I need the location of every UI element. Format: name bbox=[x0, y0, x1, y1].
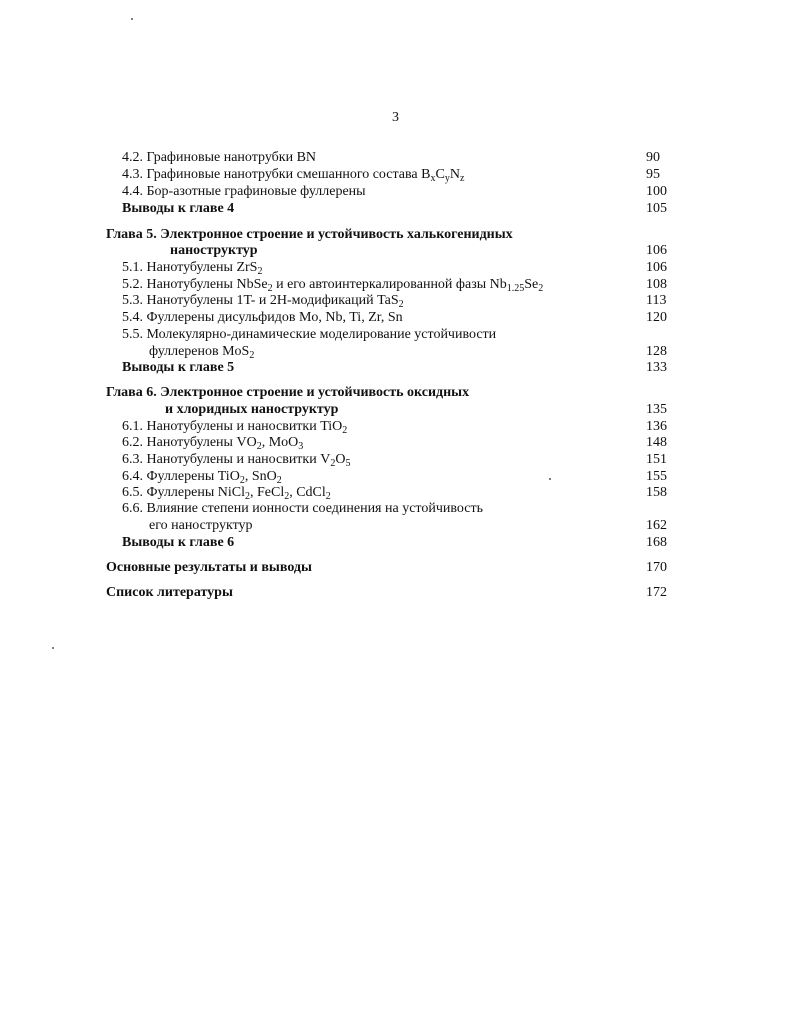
toc-entry-5-4[interactable] bbox=[0, 309, 791, 326]
toc-entry-page: 108 bbox=[646, 277, 667, 292]
toc-entry-conclusions-6[interactable] bbox=[0, 534, 791, 551]
toc-entry-page: 120 bbox=[646, 310, 667, 325]
toc-entry-4-4[interactable] bbox=[0, 183, 791, 200]
toc-entry-conclusions-5[interactable] bbox=[0, 359, 791, 376]
toc-entry-page: 106 bbox=[646, 260, 667, 275]
toc-entry-page: 100 bbox=[646, 184, 667, 199]
scan-speck bbox=[549, 478, 551, 480]
toc-entry-title: 4.3. Графиновые нанотрубки смешанного состава $B_xC_yN_z$ bbox=[122, 167, 465, 184]
toc-entry-page: 128 bbox=[646, 344, 667, 359]
toc-entry-title: 5.3. Нанотубулены 1T- и 2H-модификаций TaS$_2$ bbox=[122, 293, 404, 310]
toc-entry-title: 6.1. Нанотубулены и наносвитки TiO$_2$ bbox=[122, 419, 348, 436]
toc-entry-page: 106 bbox=[646, 243, 667, 258]
toc-entry-title: 5.1. Нанотубулены ZrS$_2$ bbox=[122, 260, 263, 277]
toc-chapter-6-title[interactable] bbox=[0, 384, 791, 401]
toc-entry-page: 136 bbox=[646, 419, 667, 434]
toc-entry-references[interactable] bbox=[0, 584, 791, 601]
toc-entry-title: Основные результаты и выводы bbox=[106, 560, 312, 575]
toc-entry-page: 135 bbox=[646, 402, 667, 417]
toc-chapter-5-title-cont[interactable] bbox=[0, 242, 791, 259]
toc-entry-5-1[interactable] bbox=[0, 259, 791, 276]
toc-entry-page: 172 bbox=[646, 585, 667, 600]
toc-entry-page: 158 bbox=[646, 485, 667, 500]
toc-entry-page: 95 bbox=[646, 167, 660, 182]
toc-entry-title: 4.4. Бор-азотные графиновые фуллерены bbox=[122, 184, 366, 199]
toc-entry-6-1[interactable] bbox=[0, 418, 791, 435]
scan-speck bbox=[52, 647, 54, 649]
toc-entry-title: Выводы к главе 6 bbox=[122, 535, 235, 550]
toc-entry-title: Выводы к главе 4 bbox=[122, 201, 235, 216]
toc-entry-title: Список литературы bbox=[106, 585, 233, 600]
toc-entry-title: 4.2. Графиновые нанотрубки BN bbox=[122, 150, 317, 165]
scan-speck bbox=[131, 18, 133, 20]
toc-entry-page: 90 bbox=[646, 150, 660, 165]
toc-entry-main-results[interactable] bbox=[0, 559, 791, 576]
toc-entry-6-6[interactable] bbox=[0, 500, 791, 517]
toc-entry-title: 5.2. Нанотубулены NbSe$_2$ и его автоинтеркалированной фазы $Nb_{1.25}Se_2$ bbox=[122, 277, 544, 294]
toc-entry-title: его наноструктур bbox=[149, 518, 253, 533]
toc-entry-5-2[interactable] bbox=[0, 276, 791, 293]
toc-entry-title: фуллеренов MoS$_2$ bbox=[149, 344, 255, 361]
toc-entry-6-2[interactable] bbox=[0, 434, 791, 451]
toc-entry-page: 155 bbox=[646, 469, 667, 484]
toc-entry-title: Выводы к главе 5 bbox=[122, 360, 235, 375]
toc-entry-title: 6.4. Фуллерены TiO$_2$, SnO$_2$ bbox=[122, 469, 282, 486]
toc-chapter-6-title-cont[interactable] bbox=[0, 401, 791, 418]
toc-entry-page: 148 bbox=[646, 435, 667, 450]
page-number: 3 bbox=[392, 110, 399, 125]
toc-entry-page: 151 bbox=[646, 452, 667, 467]
toc-entry-page: 133 bbox=[646, 360, 667, 375]
toc-entry-title: 5.5. Молекулярно-динамические моделирование устойчивости bbox=[122, 327, 497, 342]
toc-entry-6-3[interactable] bbox=[0, 451, 791, 468]
toc-entry-5-3[interactable] bbox=[0, 292, 791, 309]
toc-entry-6-4[interactable] bbox=[0, 468, 791, 485]
toc-entry-title: Глава 6. Электронное строение и устойчивость оксидных bbox=[106, 385, 470, 400]
toc-entry-title: 6.6. Влияние степени ионности соединения на устойчивость bbox=[122, 501, 483, 516]
toc-entry-page: 168 bbox=[646, 535, 667, 550]
toc-entry-5-5-cont[interactable] bbox=[0, 343, 791, 360]
toc-entry-4-3[interactable] bbox=[0, 166, 791, 183]
toc-entry-page: 113 bbox=[646, 293, 667, 308]
toc-entry-page: 170 bbox=[646, 560, 667, 575]
toc-entry-title: и хлоридных наноструктур bbox=[165, 402, 339, 417]
toc-entry-5-5[interactable] bbox=[0, 326, 791, 343]
toc-entry-title: 6.5. Фуллерены NiCl$_2$, FeCl$_2$, CdCl$_2$ bbox=[122, 485, 331, 502]
toc-chapter-5-title[interactable] bbox=[0, 226, 791, 243]
toc-entry-conclusions-4[interactable] bbox=[0, 200, 791, 217]
toc-entry-page: 105 bbox=[646, 201, 667, 216]
toc-entry-title: Глава 5. Электронное строение и устойчивость халькогенидных bbox=[106, 227, 513, 242]
toc-entry-6-6-cont[interactable] bbox=[0, 517, 791, 534]
toc-entry-title: 5.4. Фуллерены дисульфидов Mo, Nb, Ti, Zr, Sn bbox=[122, 310, 403, 325]
toc-entry-title: 6.3. Нанотубулены и наносвитки $V_2O_5$ bbox=[122, 452, 351, 469]
toc-entry-title: 6.2. Нанотубулены $VO_2$, MoO$_3$ bbox=[122, 435, 304, 452]
toc-entry-6-5[interactable] bbox=[0, 484, 791, 501]
toc-entry-page: 162 bbox=[646, 518, 667, 533]
toc-entry-title: наноструктур bbox=[170, 243, 258, 258]
toc-entry-4-2[interactable] bbox=[0, 149, 791, 166]
